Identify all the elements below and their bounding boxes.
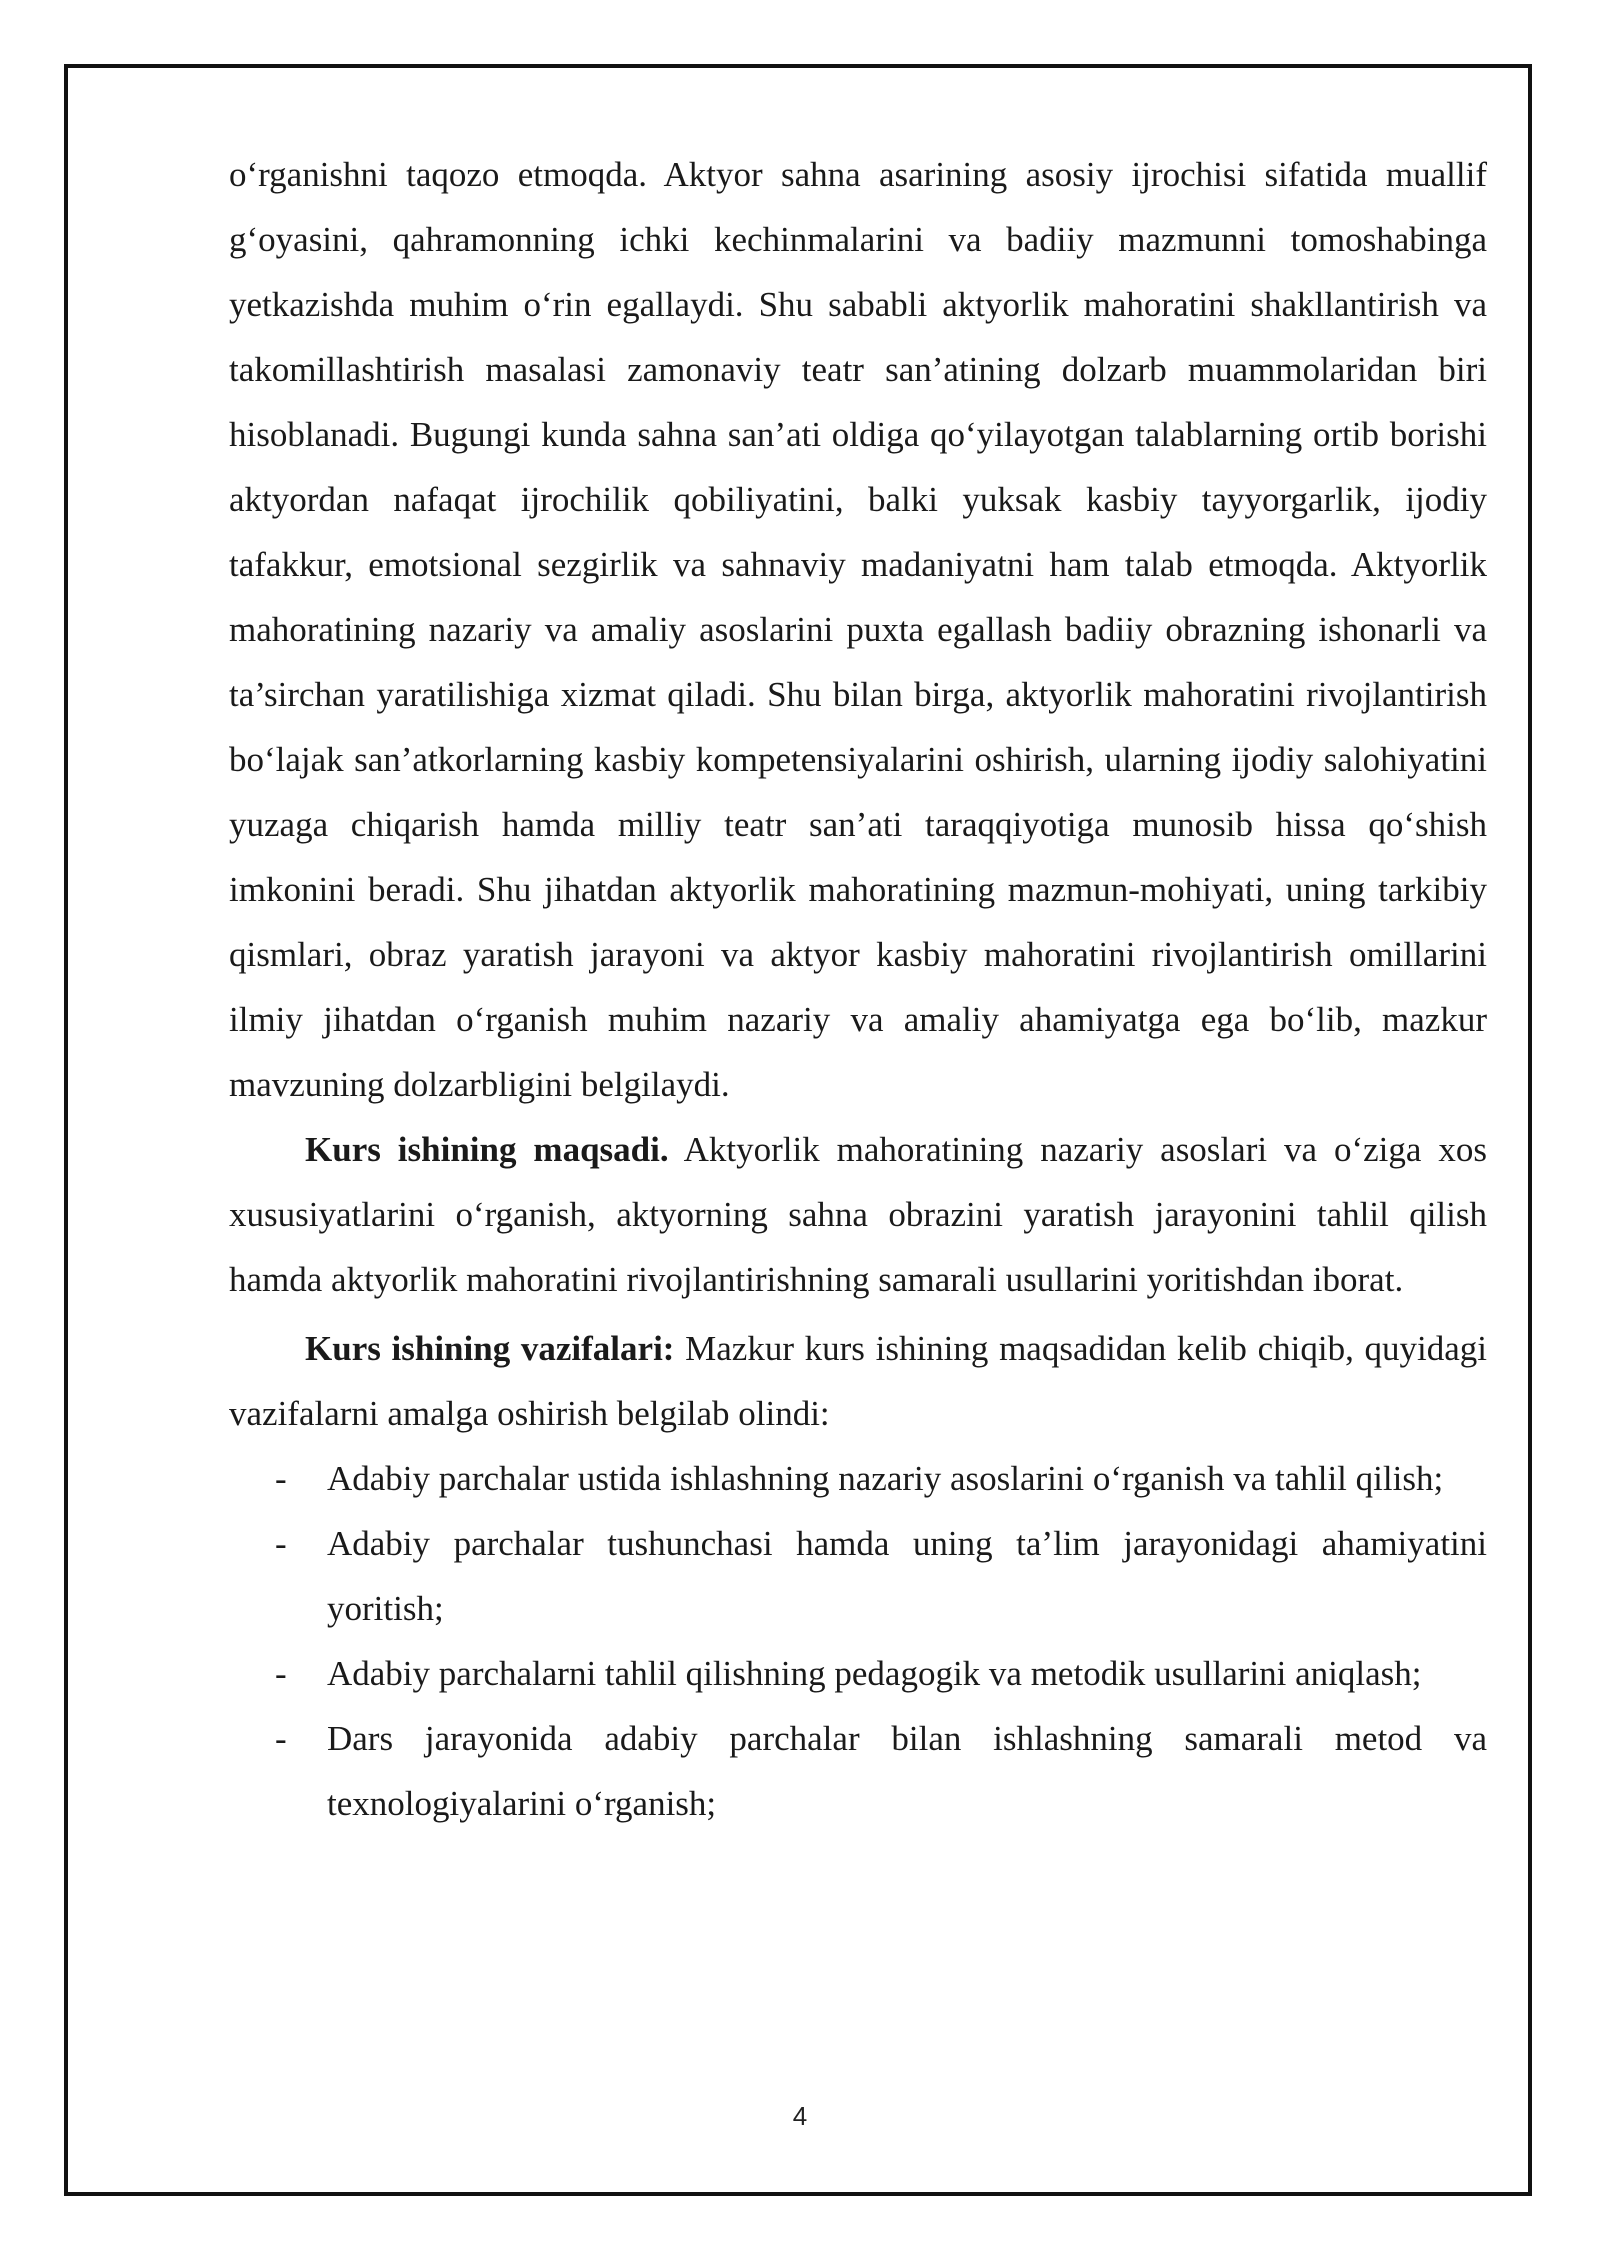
list-item-text: Adabiy parchalar ustida ishlashning nazariy asoslarini o‘rganish va tahlil qilish; xyxy=(327,1459,1444,1498)
list-item xyxy=(229,1706,1487,1836)
intro-paragraph: o‘rganishni taqozo etmoqda. Aktyor sahna asarining asosiy ijrochisi sifatida muallif g‘oyasini, qahramonning ichki kechinmalarini va badiiy mazmunni tomoshabinga yetkazishda muhim o‘rin egallaydi. Shu sababli aktyorlik mahoratini shakllantirish va takomillashtirish masalasi zamonaviy teatr san’atining dolzarb muammolaridan biri hisoblanadi. Bugungi kunda sahna san’ati oldiga qo‘yilayotgan talablarning ortib borishi aktyordan nafaqat ijrochilik qobiliyatini, balki yuksak kasbiy tayyorgarlik, ijodiy tafakkur, emotsional sezgirlik va sahnaviy madaniyatni ham talab etmoqda. Aktyorlik mahoratining nazariy va amaliy asoslarini puxta egallash badiiy obrazning ishonarli va ta’sirchan yaratilishiga xizmat qiladi. Shu bilan birga, aktyorlik mahoratini rivojlantirish bo‘lajak san’atkorlarning kasbiy kompetensiyalarini oshirish, ularning ijodiy salohiyatini yuzaga chiqarish hamda milliy teatr san’ati taraqqiyotiga munosib hissa qo‘shish imkonini beradi. Shu jihatdan aktyorlik mahoratining mazmun-mohiyati, uning tarkibiy qismlari, obraz yaratish jarayoni va aktyor kasbiy mahoratini rivojlantirish omillarini ilmiy jihatdan o‘rganish muhim nazariy va amaliy ahamiyatga ega bo‘lib, mazkur mavzuning dolzarbligini belgilaydi. xyxy=(229,155,1487,1104)
list-item xyxy=(229,1511,1487,1641)
list-item xyxy=(229,1446,1487,1511)
list-item-text: Adabiy parchalarni tahlil qilishning pedagogik va metodik usullarini aniqlash; xyxy=(327,1654,1422,1693)
list-item-text: Adabiy parchalar tushunchasi hamda uning ta’lim jarayonidagi ahamiyatini yoritish; xyxy=(327,1524,1487,1628)
tasks-heading: Kurs ishining vazifalari: xyxy=(305,1329,675,1368)
list-dash: - xyxy=(275,1459,287,1498)
document-body xyxy=(229,142,1487,1836)
goal-paragraph xyxy=(229,1117,1487,1312)
page-number: 4 xyxy=(792,2101,808,2131)
list-item xyxy=(229,1641,1487,1706)
list-item-text: Dars jarayonida adabiy parchalar bilan ishlashning samarali metod va texnologiyalarini o‘rganish; xyxy=(327,1719,1487,1823)
tasks-list xyxy=(229,1446,1487,1836)
goal-heading: Kurs ishining maqsadi. xyxy=(305,1130,669,1169)
tasks-text: Mazkur kurs ishining maqsadidan kelib chiqib, quyidagi vazifalarni amalga oshirish belgilab olindi: xyxy=(229,1329,1487,1433)
list-dash: - xyxy=(275,1719,287,1758)
list-dash: - xyxy=(275,1654,287,1693)
list-dash: - xyxy=(275,1524,287,1563)
tasks-paragraph xyxy=(229,1316,1487,1446)
goal-text: Aktyorlik mahoratining nazariy asoslari va o‘ziga xos xususiyatlarini o‘rganish, aktyorning sahna obrazini yaratish jarayonini tahlil qilish hamda aktyorlik mahoratini rivojlantirishning samarali usullarini yoritishdan iborat. xyxy=(229,1130,1488,1299)
